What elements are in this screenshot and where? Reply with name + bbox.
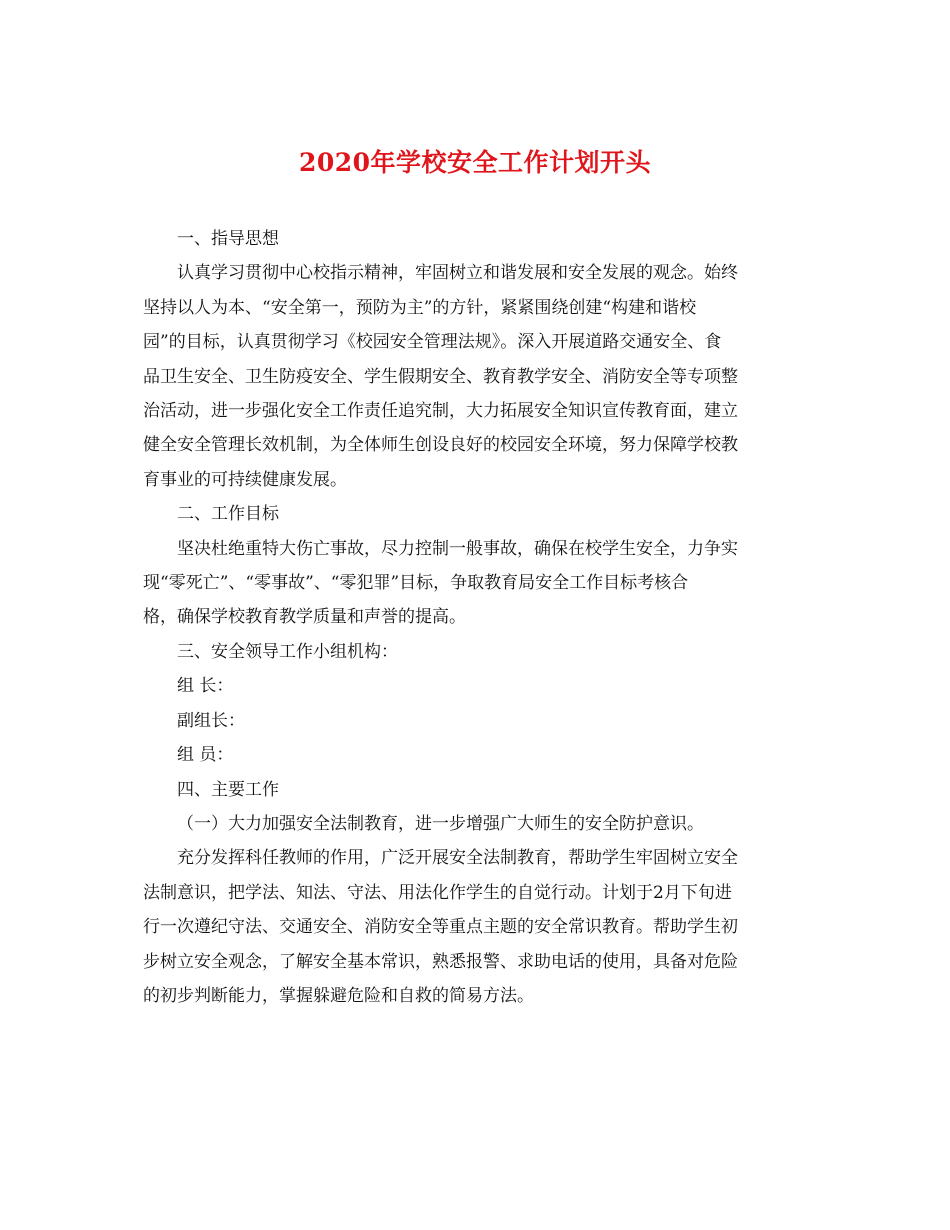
text-line: 副组长：: [177, 710, 245, 731]
body-paragraph: [143, 256, 803, 497]
section-heading: [143, 773, 803, 807]
body-paragraph: [143, 532, 803, 635]
section-heading: [143, 738, 803, 772]
section-heading: [143, 635, 803, 669]
text-line: 园”的目标，认真贯彻学习《校园安全管理法规》。深入开展道路交通安全、食: [143, 332, 722, 353]
section-heading: [143, 497, 803, 531]
section-heading: [143, 704, 803, 738]
text-line: 三、安全领导工作小组机构：: [177, 641, 398, 662]
text-line: 的初步判断能力，掌握躲避危险和自救的简易方法。: [143, 985, 534, 1006]
text-line: 充分发挥科任教师的作用，广泛开展安全法制教育，帮助学生牢固树立安全: [177, 848, 738, 869]
text-line: 坚决杜绝重特大伤亡事故，尽力控制一般事故，确保在校学生安全，力争实: [177, 538, 738, 559]
text-line: （一）大力加强安全法制教育，进一步增强广大师生的安全防护意识。: [177, 813, 704, 834]
text-line: 二、工作目标: [177, 504, 279, 525]
text-line: 组 长：: [177, 676, 234, 697]
section-heading: [143, 807, 803, 841]
text-line: 四、主要工作: [177, 779, 279, 800]
text-line: 法制意识，把学法、知法、守法、用法化作学生的自觉行动。计划于2月下旬进: [143, 882, 732, 903]
text-line: 育事业的可持续健康发展。: [143, 469, 347, 490]
text-line: 现“零死亡”、“零事故”、“零犯罪”目标，争取教育局安全工作目标考核合: [143, 573, 689, 594]
text-line: 组 员：: [177, 745, 234, 766]
text-line: 健全安全管理长效机制，为全体师生创设良好的校园安全环境，努力保障学校教: [143, 435, 738, 456]
text-line: 步树立安全观念，了解安全基本常识，熟悉报警、求助电话的使用，具备对危险: [143, 951, 738, 972]
document-body: [143, 222, 803, 1013]
text-line: 一、指导思想: [177, 229, 279, 249]
text-line: 治活动，进一步强化安全工作责任追究制，大力拓展安全知识宣传教育面，建立: [143, 401, 738, 422]
document-title: 2020年学校安全工作计划开头: [298, 148, 652, 177]
text-line: 行一次遵纪守法、交通安全、消防安全等重点主题的安全常识教育。帮助学生初: [143, 917, 738, 938]
section-heading: [143, 669, 803, 703]
text-line: 格，确保学校教育教学质量和声誉的提高。: [143, 607, 466, 628]
text-line: 认真学习贯彻中心校指示精神，牢固树立和谐发展和安全发展的观念。始终: [177, 263, 738, 284]
text-line: 品卫生安全、卫生防疫安全、学生假期安全、教育教学安全、消防安全等专项整: [143, 366, 738, 387]
text-line: 坚持以人为本、“安全第一，预防为主”的方针，紧紧围绕创建“构建和谐校: [143, 297, 697, 318]
body-paragraph: [143, 841, 803, 1013]
section-heading: [143, 222, 803, 256]
